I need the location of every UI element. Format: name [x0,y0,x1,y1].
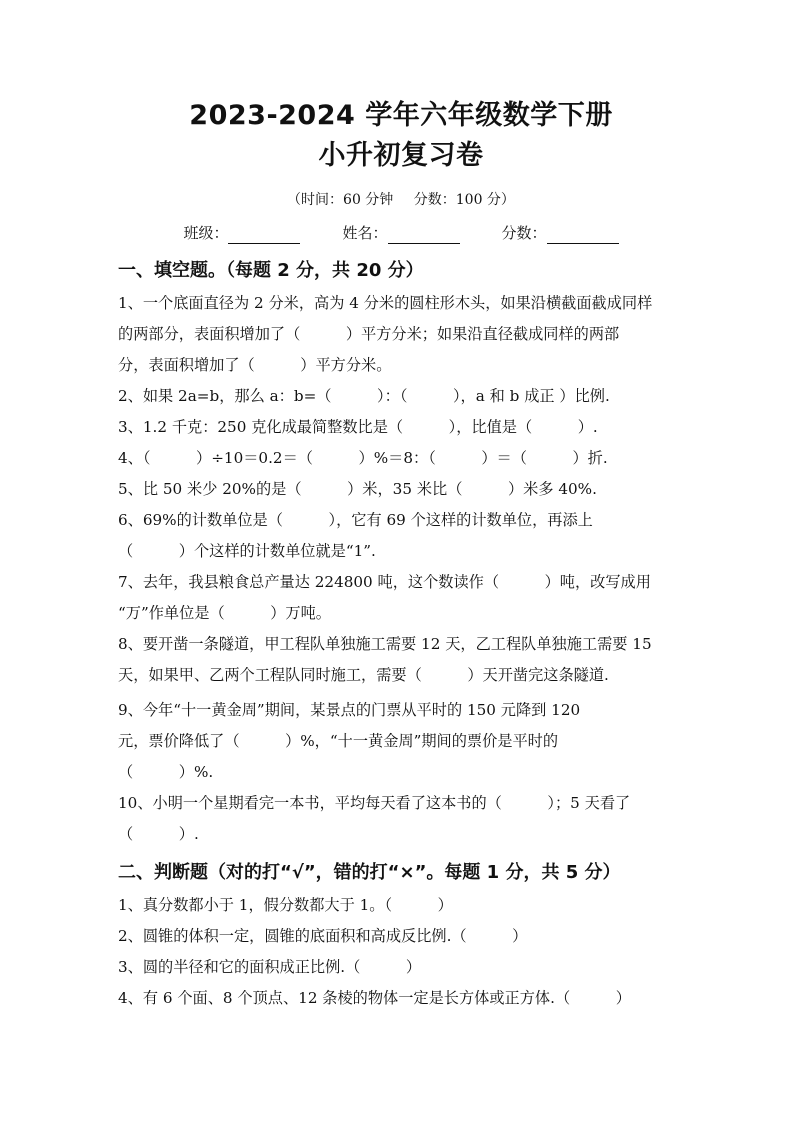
score-label: 分数： [501,224,547,242]
judgement-line: 4、有 6 个面、8 个顶点、12 条棱的物体一定是长方体或正方体.（ ） [118,989,631,1007]
name-blank [388,227,460,244]
question-line: 9、今年“十一黄金周”期间，某景点的门票从平时的 150 元降到 120 [118,701,581,719]
question-line: 元，票价降低了（ ）%，“十一黄金周”期间的票价是平时的 [118,732,559,750]
exam-meta [118,190,684,210]
question-line: 2、如果 2a=b，那么 a：b=（ ）：（ ），a 和 b 成正 ）比例. [118,387,610,405]
judgement-line: 2、圆锥的体积一定，圆锥的底面积和高成反比例.（ ） [118,927,528,945]
exam-time: （时间：60 分钟 [287,192,394,208]
score-blank [547,227,619,244]
class-blank [228,227,300,244]
question-line: 3、1.2 千克：250 克化成最简整数比是（ ），比值是（ ）. [118,418,598,436]
question-line: 8、要开凿一条隧道，甲工程队单独施工需要 12 天，乙工程队单独施工需要 15 [118,635,652,653]
exam-title-line1: 2023-2024 学年六年级数学下册 [189,100,613,131]
student-info-row [118,222,684,244]
section-fill-in-heading: 一、填空题。（每题 2 分，共 20 分） [118,260,424,281]
judgement-line: 3、圆的半径和它的面积成正比例.（ ） [118,958,422,976]
question-line: 5、比 50 米少 20%的是（ ）米，35 米比（ ）米多 40%. [118,480,597,498]
question-line: （ ）. [118,825,199,843]
question-line: 天，如果甲、乙两个工程队同时施工，需要（ ）天开凿完这条隧道. [118,666,609,684]
question-line: （ ）个这样的计数单位就是“1”. [118,542,376,560]
exam-title-line2: 小升初复习卷 [318,140,484,171]
score-field [502,222,619,244]
section-true-false-heading: 二、判断题（对的打“√”，错的打“×”。每题 1 分，共 5 分） [118,862,621,883]
judgement-line: 1、真分数都小于 1，假分数都大于 1。（ ） [118,896,453,914]
question-line: 7、去年，我县粮食总产量达 224800 吨，这个数读作（ ）吨，改写成用 [118,573,651,591]
question-line: 1、一个底面直径为 2 分米，高为 4 分米的圆柱形木头，如果沿横截面截成同样 [118,294,653,312]
class-label: 班级： [183,224,229,242]
class-field [183,222,300,244]
question-line: 的两部分，表面积增加了（ ）平方分米；如果沿直径截成同样的两部 [118,325,620,343]
question-line: 分，表面积增加了（ ）平方分米。 [118,356,392,374]
name-label: 姓名： [342,224,388,242]
name-field [342,222,459,244]
exam-total-score: 分数：100 分） [413,192,515,208]
question-line: 10、小明一个星期看完一本书，平均每天看了这本书的（ ）；5 天看了 [118,794,631,812]
question-line: 4、（ ）÷10＝0.2＝（ ）%＝8：（ ）＝（ ）折. [118,449,608,467]
question-line: 6、69%的计数单位是（ ），它有 69 个这样的计数单位，再添上 [118,511,593,529]
question-line: “万”作单位是（ ）万吨。 [118,604,331,622]
question-line: （ ）%. [118,763,214,781]
